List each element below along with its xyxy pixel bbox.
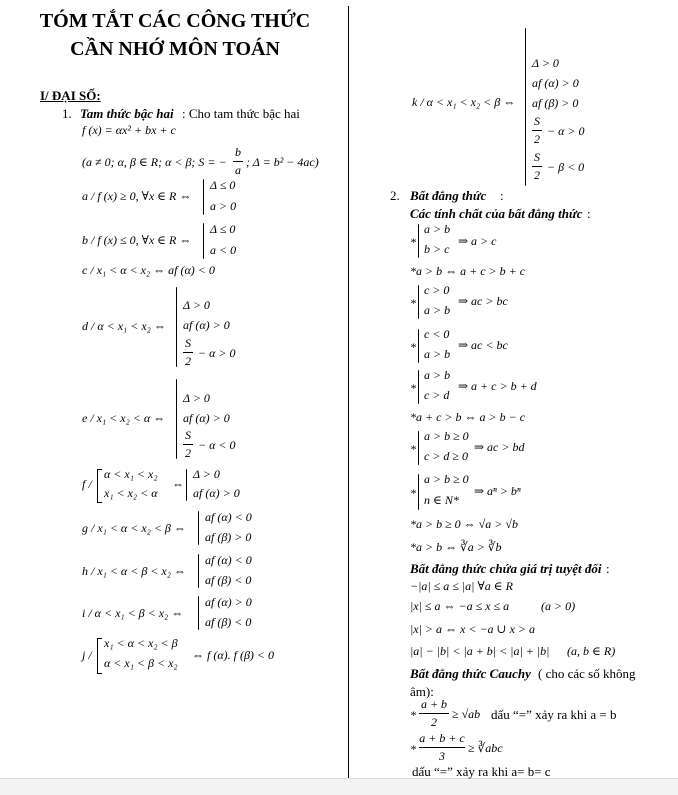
prop-9: *a > b ≥ 0 ⇔ √a > √b (410, 517, 518, 531)
rule-f-cond-1: Δ > 0 (193, 467, 220, 481)
prop-7-cond-2: c > d ≥ 0 (424, 449, 469, 463)
rule-f-case-2: x₁ < x₂ < α (104, 486, 158, 500)
quadratic-formula: f (x) = αx² + bx + c (82, 123, 176, 137)
rule-d-cond-1: Δ > 0 (183, 298, 210, 312)
title-line-1: TÓM TẮT CÁC CÔNG THỨC (39, 10, 311, 32)
rule-k-fraction-2: S 2 (534, 150, 540, 182)
rule-e-lhs: e / x₁ < x₂ < α ⇔ (82, 411, 166, 425)
prop-1-brace (418, 224, 419, 258)
rule-j-bracket (97, 638, 102, 674)
rule-h-cond-2: af (β) < 0 (205, 573, 252, 587)
rule-g-brace (198, 511, 199, 545)
rule-c: c / x₁ < α < x₂ ⇔ af (α) < 0 (82, 263, 215, 277)
abs-rule-1: −|a| ≤ a ≤ |a| ∀a ∈ R (410, 579, 513, 593)
rule-g-lhs: g / x₁ < α < x₂ < β ⇔ (82, 521, 186, 535)
rule-h-cond-1: af (α) < 0 (205, 553, 252, 567)
rule-k-cond-1: Δ > 0 (532, 56, 559, 70)
rule-e-fraction: S 2 (185, 428, 191, 460)
prop-8-cond-2: n ∈ N* (424, 493, 459, 507)
prop-4-star: * (410, 340, 416, 354)
rule-f-lhs: f / (82, 477, 92, 491)
cauchy-1-equality-text: dấu “=” xảy ra khi a = b (491, 707, 617, 722)
item-2-number: 2. (390, 188, 400, 203)
rule-d-cond-3: − α > 0 (198, 346, 236, 360)
prop-10: *a > b ⇔ ∛a > ∛b (410, 540, 502, 554)
prop-2: *a > b ⇔ a + c > b + c (410, 264, 526, 278)
prop-3-brace (418, 285, 419, 319)
rule-a-cond-1: Δ ≤ 0 (210, 178, 236, 192)
prop-7-star: * (410, 442, 416, 456)
page-bottom-band (0, 778, 678, 795)
rule-d-brace (176, 287, 177, 367)
rule-e-cond-3: − α < 0 (198, 438, 236, 452)
prop-7-rhs: ⇒ ac > bd (474, 440, 525, 454)
rule-g-cond-1: af (α) < 0 (205, 510, 252, 524)
abs-rule-2: |x| ≤ a ⇔ −a ≤ x ≤ a (410, 599, 510, 613)
prop-1-cond-2: b > c (424, 242, 450, 256)
rule-j-rhs: ⇔ f (α). f (β) < 0 (192, 648, 275, 662)
prop-5-rhs: ⇒ a + c > b + d (458, 379, 537, 393)
absolute-value-title: Bất đẳng thức chứa giá trị tuyệt đối (410, 561, 602, 576)
prop-7-cond-1: a > b ≥ 0 (424, 429, 469, 443)
cauchy-1-rhs: ≥ √ab (452, 707, 481, 721)
item-2-title: Bất đẳng thức (410, 188, 487, 203)
rule-k-brace (525, 28, 526, 186)
rule-f-cond-2: af (α) > 0 (193, 486, 240, 500)
abs-rule-4: |a| − |b| < |a + b| < |a| + |b| (410, 644, 550, 658)
prop-1-cond-1: a > b (424, 222, 451, 236)
item-1-title: Tam thức bậc hai (80, 106, 174, 121)
item-2-colon: : (500, 188, 504, 203)
rule-d-fraction: S 2 (185, 336, 191, 368)
rule-k-cond-2: af (α) > 0 (532, 76, 579, 90)
cauchy-1-fraction: a + b 2 (420, 697, 448, 729)
rule-b-cond-2: a < 0 (210, 243, 237, 257)
rule-d-cond-2: af (α) > 0 (183, 318, 230, 332)
prop-5-star: * (410, 381, 416, 395)
rule-i-cond-1: af (α) > 0 (205, 595, 252, 609)
prop-3-rhs: ⇒ ac > bc (458, 294, 508, 308)
rule-e-cond-2: af (α) > 0 (183, 411, 230, 425)
rule-g-cond-2: af (β) > 0 (205, 530, 252, 544)
prop-8-cond-1: a > b ≥ 0 (424, 472, 469, 486)
prop-3-cond-1: c > 0 (424, 283, 450, 297)
rule-j-case-1: x₁ < α < x₂ < β (104, 636, 178, 650)
rule-e-brace (176, 379, 177, 459)
rule-h-lhs: h / x₁ < α < β < x₂ ⇔ (82, 564, 186, 578)
section-heading-algebra: I/ ĐẠI SỐ: (40, 88, 101, 103)
conditions-tail: ; Δ = b² − 4ac) (246, 155, 319, 169)
prop-5-cond-2: c > d (424, 388, 450, 402)
cauchy-note-2: âm): (410, 684, 434, 699)
rule-a-brace (203, 179, 204, 215)
rule-k-cond-5: − β < 0 (547, 160, 585, 174)
cauchy-1-star: * (410, 708, 416, 722)
rule-k-cond-4: − α > 0 (547, 124, 585, 138)
prop-6: *a + c > b ⇔ a > b − c (410, 410, 526, 424)
item-1-desc: : Cho tam thức bậc hai (182, 106, 300, 121)
cauchy-2-equality-text: dấu “=” xảy ra khi a= b= c (412, 764, 551, 779)
conditions-fraction: b a (235, 145, 241, 177)
rule-d-lhs: d / α < x₁ < x₂ ⇔ (82, 319, 166, 333)
rule-f-equiv: ⇔ (172, 477, 184, 491)
prop-4-brace (418, 329, 419, 363)
prop-3-star: * (410, 296, 416, 310)
title-line-2: CẦN NHỚ MÔN TOÁN (70, 38, 280, 60)
rule-e-cond-1: Δ > 0 (183, 391, 210, 405)
rule-b-cond-1: Δ ≤ 0 (210, 222, 236, 236)
rule-i-lhs: i / α < x₁ < β < x₂ ⇔ (82, 606, 184, 620)
rule-k-fraction-1: S 2 (534, 114, 540, 146)
absolute-value-colon: : (606, 561, 610, 576)
cauchy-note-1: ( cho các số không (538, 666, 636, 681)
rule-i-cond-2: af (β) < 0 (205, 615, 252, 629)
prop-7-brace (418, 431, 419, 465)
prop-4-cond-2: a > b (424, 347, 451, 361)
prop-1-rhs: ⇒ a > c (458, 234, 497, 248)
cauchy-title: Bất đẳng thức Cauchy (410, 666, 531, 681)
cauchy-2-star: * (410, 742, 416, 756)
properties-title: Các tính chất của bất đẳng thức (410, 206, 583, 221)
item-1-number: 1. (62, 106, 72, 121)
rule-j-lhs: j / (82, 648, 92, 662)
cauchy-2-fraction: a + b + c 3 (419, 731, 465, 763)
rule-f-bracket (97, 469, 102, 503)
prop-3-cond-2: a > b (424, 303, 451, 317)
column-divider (348, 6, 349, 794)
rule-b-brace (203, 223, 204, 259)
prop-4-rhs: ⇒ ac < bc (458, 338, 508, 352)
prop-4-cond-1: c < 0 (424, 327, 450, 341)
rule-k-lhs: k / α < x₁ < x₂ < β ⇔ (412, 95, 516, 109)
conditions-line: (a ≠ 0; α, β ∈ R; α < β; S = − (82, 155, 227, 169)
abs-rule-3: |x| > a ⇔ x < −a ∪ x > a (410, 622, 536, 636)
prop-8-star: * (410, 486, 416, 500)
abs-rule-2-condition: (a > 0) (541, 599, 576, 613)
prop-1-star: * (410, 235, 416, 249)
prop-5-cond-1: a > b (424, 368, 451, 382)
cauchy-2-rhs: ≥ ∛abc (468, 741, 503, 755)
rule-j-case-2: α < x₁ < β < x₂ (104, 656, 178, 670)
prop-8-rhs: ⇒ aⁿ > bⁿ (474, 484, 521, 498)
properties-colon: : (587, 206, 591, 221)
rule-a-lhs: a / f (x) ≥ 0, ∀x ∈ R ⇔ (82, 189, 192, 203)
rule-h-brace (198, 554, 199, 588)
prop-5-brace (418, 370, 419, 404)
rule-b-lhs: b / f (x) ≤ 0, ∀x ∈ R ⇔ (82, 233, 192, 247)
prop-8-brace (418, 474, 419, 510)
rule-f-case-1: α < x₁ < x₂ (104, 467, 158, 481)
rule-i-brace (198, 596, 199, 630)
rule-f-brace (186, 469, 187, 501)
abs-rule-4-condition: (a, b ∈ R) (567, 644, 616, 658)
rule-k-cond-3: af (β) > 0 (532, 96, 579, 110)
rule-a-cond-2: a > 0 (210, 199, 237, 213)
